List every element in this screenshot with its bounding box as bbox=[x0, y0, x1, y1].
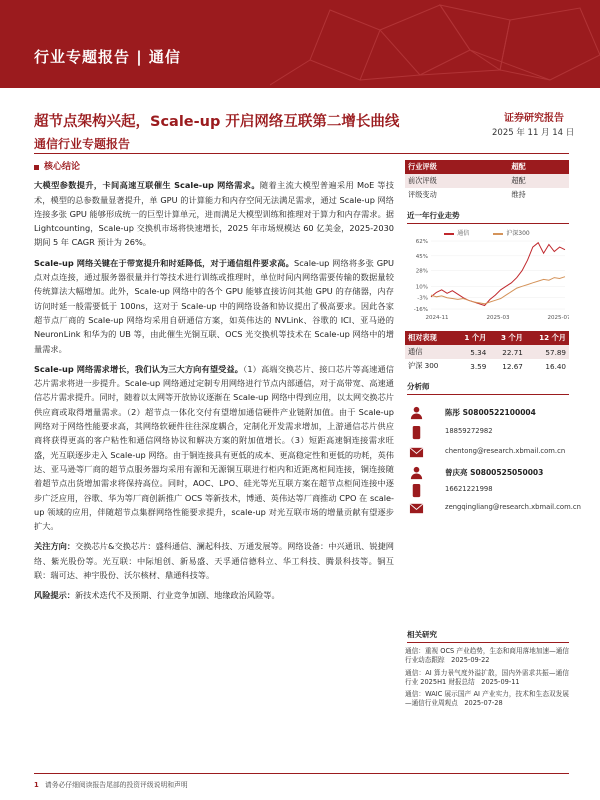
table-cell: 沪深 300 bbox=[408, 361, 439, 370]
analyst-list bbox=[405, 401, 581, 519]
core-heading-label: 核心结论 bbox=[44, 162, 81, 172]
analyst-phone: 18859272982 bbox=[445, 427, 493, 435]
table-row bbox=[405, 345, 569, 359]
paragraph-3 bbox=[34, 362, 394, 534]
title-divider bbox=[34, 153, 569, 154]
paragraph-4-body: 交换芯片&交换芯片：盛科通信、澜起科技、万通发展等。网络设备：中兴通讯、锐捷网络、紫光股份等。光互联：中际旭创、新易盛、天孚通信德科立、华工科技、腾景科技等。铜互联：瑞可达、神宇股份、沃尔核材、鼎通科技等。 bbox=[34, 541, 394, 581]
table-cell: 5.34 bbox=[470, 347, 487, 357]
y-tick-label: -16% bbox=[413, 307, 428, 313]
table-cell: 3.59 bbox=[470, 361, 487, 371]
table-header-cell: 相对表现 bbox=[405, 331, 453, 345]
x-tick-label: 2024-11 bbox=[425, 315, 449, 321]
table-cell: 评级变动 bbox=[408, 190, 437, 199]
paragraph-1-lead: 大模型参数提升，卡间高速互联催生 Scale-up 网络需求。 bbox=[34, 180, 260, 191]
legend-label: 通信 bbox=[457, 230, 470, 237]
legend-label: 沪深300 bbox=[506, 230, 530, 237]
performance-chart bbox=[405, 237, 569, 323]
list-item[interactable]: 通信：AI 算力景气度外溢扩散，国内外需求共振—通信行业 2025H1 财报总结 2025-09-11 bbox=[405, 668, 569, 686]
analyst-title: 分析师 bbox=[407, 381, 569, 395]
y-tick-label: 62% bbox=[415, 239, 428, 245]
chart-legend bbox=[405, 228, 569, 237]
paragraph-3-body: （1）高端交换芯片、接口芯片等高速通信芯片需求将进一步提升。Scale-up 网络通过定制专用网络进行节点内部通信，对于高带宽、高速通信芯片需求提升。同时，随着以太网等开放协议逐渐在 Scale-up 网络中得到应用，以太网交换芯片供应商或取得增量需求。（2）超节点一体化交付有望增加通信硬件产业链附加值。由于 Scale-up 网络对于网络性能要求高，其网络软硬件往往深度耦合，定制化开发需求增加，上游通信芯片供应商将获得更高的客户粘性和通信网络协议和解决方案的附加值增长。（3）短距高速铜连接需求旺盛，光互联逐步走入 Scale-up 网络。由于铜连接具有更低的成本、更高稳定性和更低的功耗，英伟达、亚马逊等厂商的超节点服务器均采用有源和无源铜互联进行柜内和近距离柜间连接，铜连接随着超节点出货增加需求将保持高位。同时，AOC、LPO、硅光等光互联方案在超节点柜间连接中逐步广泛应用，谷歌、华为等厂商创新推广 OCS 等新技术，博通、英伟达等厂商推动 CPO 在 scale-up 领域的应用，伴随超节点集群网络性能要求提升，scale-up 对光互联市场的增量贡献有望逐步扩大。 bbox=[34, 363, 394, 532]
paragraph-5 bbox=[34, 588, 394, 602]
analyst-name: 曾庆亮 S0800525050003 bbox=[445, 468, 544, 477]
table-cell: 12.67 bbox=[502, 361, 523, 371]
table-cell: 超配 bbox=[511, 176, 526, 185]
person-icon bbox=[409, 405, 424, 420]
paragraph-5-body: 新技术迭代不及预期、行业竞争加剧、地缘政治风险等。 bbox=[74, 590, 280, 601]
series-line-index bbox=[431, 277, 565, 304]
email-icon bbox=[409, 501, 424, 516]
banner-pattern-graphic bbox=[270, 0, 600, 88]
y-tick-label: 45% bbox=[415, 253, 428, 260]
table-cell: 57.89 bbox=[545, 347, 566, 357]
legend-item-index bbox=[493, 228, 529, 237]
table-header-cell: 12 个月 bbox=[526, 331, 569, 345]
table-row bbox=[405, 174, 569, 188]
footer-disclaimer: 请务必仔细阅读报告尾部的投资评级说明和声明 bbox=[44, 781, 188, 789]
table-cell: 16.40 bbox=[545, 361, 566, 371]
paragraph-2 bbox=[34, 256, 394, 356]
series-line-industry bbox=[431, 243, 565, 306]
email-icon bbox=[409, 445, 424, 460]
paragraph-4-lead: 关注方向： bbox=[34, 541, 76, 552]
x-tick-label: 2025-07 bbox=[547, 315, 569, 321]
list-item[interactable]: 通信：重视 OCS 产业趋势，生态和商用落地加速—通信行业动态跟踪 2025-09-22 bbox=[405, 647, 569, 665]
table-header-cell: 3 个月 bbox=[489, 331, 526, 345]
page-footer bbox=[34, 773, 569, 789]
list-item[interactable]: 通信：WAIC 展示国产 AI 产业实力，技术和生态双发展—通信行业周观点 2025-07-28 bbox=[405, 690, 569, 708]
paragraph-1 bbox=[34, 178, 394, 249]
square-bullet-icon bbox=[34, 165, 39, 170]
paragraph-2-lead: Scale-up 网络关键在于带宽提升和时延降低，对于通信组件要求高。 bbox=[34, 257, 295, 268]
phone-icon bbox=[409, 425, 424, 440]
table-cell: 22.71 bbox=[502, 347, 523, 357]
table-row bbox=[405, 160, 569, 174]
core-heading bbox=[34, 160, 394, 174]
page-subtitle: 通信行业专题报告 bbox=[34, 137, 131, 151]
y-tick-label: -3% bbox=[417, 295, 428, 302]
paragraph-1-body: 随着主流大模型普遍采用 MoE 等技术，模型的总参数量显著提升，单 GPU 的计算能力和内存空间无法满足需求，通过 Scale-up 网络连接多张 GPU 能够形成统一的巨型计算单元，进而满足大模型训练和推理对于算力和内存需求。据 Lightcounting，Scale-up 交换机市场将快速增长，2025 年市场规模达 60 亿美金，2025-2030 期间 5 年 CAGR 预计为 26%。 bbox=[34, 180, 394, 248]
paragraph-4 bbox=[34, 539, 394, 582]
table-cell: 行业评级 bbox=[405, 160, 508, 174]
chart-title: 近一年行业走势 bbox=[407, 210, 569, 224]
analyst-name: 陈彤 S0800522100004 bbox=[445, 408, 536, 417]
phone-icon bbox=[409, 483, 424, 498]
rating-table bbox=[405, 160, 569, 202]
table-row bbox=[405, 331, 569, 345]
core-conclusion-section bbox=[34, 160, 394, 609]
analyst-email[interactable]: chentong@research.xbmail.com.cn bbox=[445, 447, 566, 455]
related-title: 相关研究 bbox=[407, 629, 569, 643]
page-number: 1 bbox=[34, 781, 39, 789]
paragraph-2-body: Scale-up 网络将多张 GPU 点对点连接，通过服务器很量并行等技术进行训练或推理时，单位时间内网络需要传输的数据量较传统算法大幅增加。此外，Scale-up 网络中的各个 GPU 能够直接访问其他 GPU 的存储器，内存访问时延一般需要低于 100ns，这对于 Scale-up 中的网络设备和协议提出了极高要求。因此各家超节点厂商的 Scale-up 网络均采用自研通信方案，如英伟达的 NVLink、谷歌的 ICI、亚马逊的 NeuronLink 和华为的 UB 等，由此催生光铜互联、OCS 光交换机等技术在 Scale-up 网络中的增量需求。 bbox=[34, 257, 394, 354]
performance-table bbox=[405, 331, 569, 373]
related-research-list bbox=[405, 647, 569, 709]
report-date: 2025 年 11 月 14 日 bbox=[492, 128, 575, 138]
legend-item-industry bbox=[444, 228, 469, 237]
table-cell: 维持 bbox=[511, 190, 526, 199]
table-row bbox=[405, 188, 569, 202]
banner-title: 行业专题报告 | 通信 bbox=[34, 48, 181, 66]
table-cell: 通信 bbox=[408, 347, 423, 356]
table-cell: 超配 bbox=[508, 160, 569, 174]
header-banner bbox=[0, 0, 600, 88]
y-tick-label: 10% bbox=[415, 284, 428, 291]
report-tag: 证券研究报告 bbox=[504, 113, 564, 124]
table-header-cell: 1 个月 bbox=[453, 331, 490, 345]
paragraph-3-lead: Scale-up 网络需求增长，我们认为三大方向有望受益。 bbox=[34, 363, 244, 374]
person-icon bbox=[409, 465, 424, 480]
x-tick-label: 2025-03 bbox=[486, 315, 510, 321]
sidebar bbox=[405, 160, 581, 712]
table-cell: 前次评级 bbox=[408, 176, 437, 185]
analyst-phone: 16621221998 bbox=[445, 485, 493, 493]
table-row bbox=[405, 359, 569, 373]
analyst-email[interactable]: zengqingliang@research.xbmail.com.cn bbox=[445, 503, 581, 511]
page-title: 超节点架构兴起，Scale-up 开启网络互联第二增长曲线 bbox=[34, 114, 400, 130]
paragraph-5-lead: 风险提示： bbox=[34, 590, 75, 601]
y-tick-label: 28% bbox=[415, 268, 428, 275]
